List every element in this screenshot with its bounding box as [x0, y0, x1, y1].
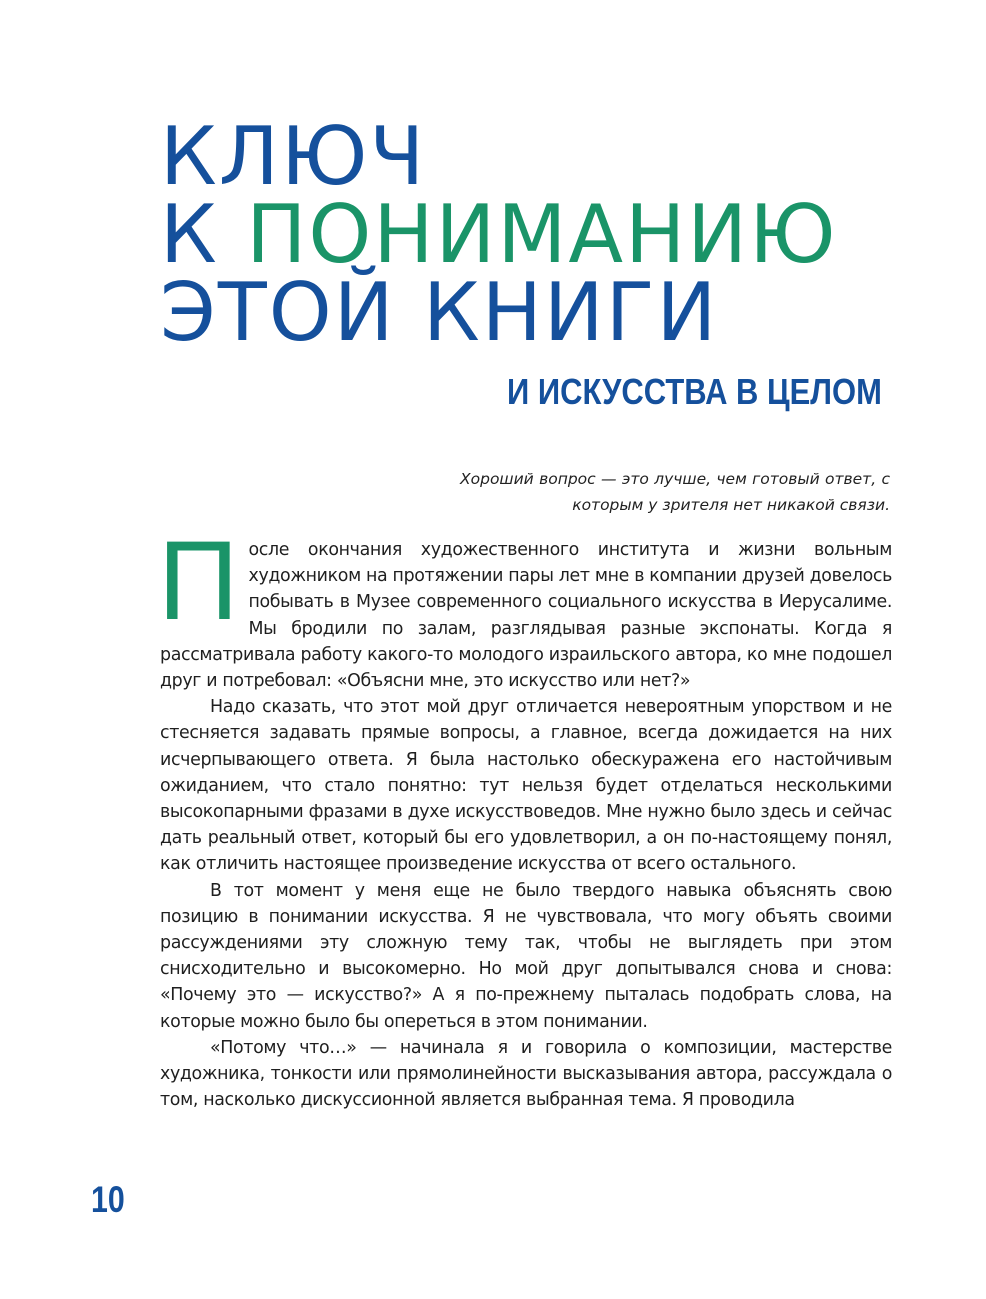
- paragraph-3: В тот момент у меня еще не было твердого навыка объяснять свою позицию в понимании искусства. Я не чувствовала, что могу объять своими рассуждениями эту сложную тему так, чтобы не выглядеть при этом снисходительно и высокомерно. Но мой друг допытывался снова и снова: «Почему это — искусство?» А я по-прежнему пыталась подобрать слова, на которые можно было бы опереться в этом понимании.: [160, 880, 892, 1032]
- title-line-2-prefix: К: [160, 188, 247, 281]
- paragraph-2: Надо сказать, что этот мой друг отличается невероятным упорством и не стесняется задавать прямые вопросы, а главное, всегда дожидается на них исчерпывающего ответа. Я была настолько обескуражена его настойчивым ожиданием, что стало понятно: тут нельзя будет отделаться несколькими высокопарными фразами в духе искусствоведов. Мне нужно было здесь и сейчас дать реальный ответ, который бы его удовлетворил, а он по-настоящему понял, как отличить настоящее произведение искусства от всего остального.: [160, 697, 892, 875]
- page-number: 10: [91, 1179, 125, 1220]
- drop-cap: П: [158, 518, 239, 643]
- chapter-subtitle: И ИСКУССТВА В ЦЕЛОМ: [507, 371, 882, 412]
- paragraph-1-text: осле окончания художественного института и жизни вольным художником на протяжении пары лет мне в компании друзей довелось побывать в Музее современного социального искусства в Иерусалиме. Мы бродили по залам, разглядывая разные экспонаты. Когда я рассматривала работу какого-то молодого израильского автора, ко мне подошел друг и потребовал: «Объясни мне, это искусство или нет?»: [160, 540, 892, 692]
- title-line-3: ЭТОЙ КНИГИ: [160, 266, 719, 359]
- title-line-2-accent: ПОНИМАНИЮ: [246, 188, 838, 281]
- paragraph-1: [158, 518, 892, 694]
- epigraph: Хороший вопрос — это лучше, чем готовый ответ, с которым у зрителя нет никакой связи.: [460, 470, 890, 514]
- title-line-1: КЛЮЧ: [160, 110, 427, 203]
- body-text: [158, 518, 892, 1113]
- paragraph-4: «Потому что…» — начинала я и говорила о композиции, мастерстве художника, тонкости или прямолинейности высказывания автора, рассуждала о том, насколько дискуссионной является выбранная тема. Я проводила: [160, 1037, 892, 1111]
- chapter-title: [160, 110, 838, 359]
